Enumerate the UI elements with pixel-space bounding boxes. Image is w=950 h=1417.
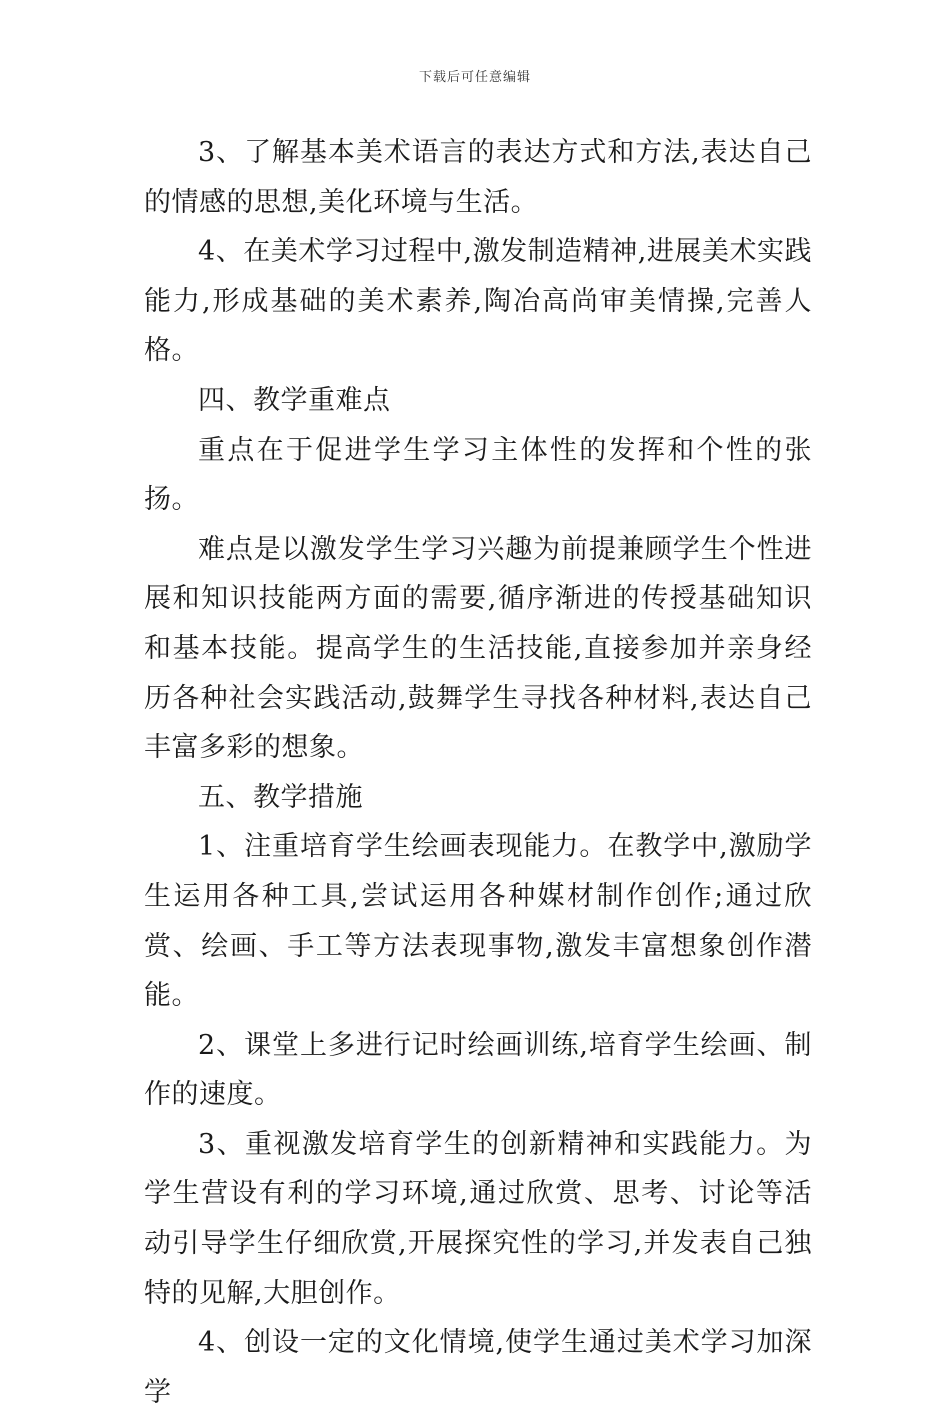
paragraph-difficult-point: 难点是以激发学生学习兴趣为前提兼顾学生个性进展和知识技能两方面的需要,循序渐进的传授基础知识和基本技能。提高学生的生活技能,直接参加并亲身经历各种社会实践活动,鼓舞学生寻找各种材料,表达自己丰富多彩的想象。 [144,533,812,764]
paragraph-measure-4: 4、创设一定的文化情境,使学生通过美术学习加深学 [144,1327,812,1408]
paragraph-measure-2: 2、课堂上多进行记时绘画训练,培育学生绘画、制作的速度。 [144,1029,812,1111]
document-body [144,128,812,1417]
paragraph-measure-3: 3、重视激发培育学生的创新精神和实践能力。为学生营设有利的学习环境,通过欣赏、思考、讨论等活动引导学生仔细欣赏,开展探究性的学习,并发表自己独特的见解,大胆创作。 [144,1128,812,1309]
paragraph-goal-4: 4、在美术学习过程中,激发制造精神,进展美术实践能力,形成基础的美术素养,陶冶高尚审美情操,完善人格。 [144,236,812,367]
page-header-note: 下载后可任意编辑 [418,70,531,85]
section-heading-teaching-measures: 五、教学措施 [198,781,363,813]
paragraph-measure-1: 1、注重培育学生绘画表现能力。在教学中,激励学生运用各种工具,尝试运用各种媒材制作创作;通过欣赏、绘画、手工等方法表现事物,激发丰富想象创作潜能。 [144,831,812,1012]
paragraph-goal-3: 3、了解基本美术语言的表达方式和方法,表达自己的情感的思想,美化环境与生活。 [144,137,812,218]
paragraph-key-point: 重点在于促进学生学习主体性的发挥和个性的张扬。 [144,434,812,516]
section-heading-key-difficult-points: 四、教学重难点 [198,384,391,416]
